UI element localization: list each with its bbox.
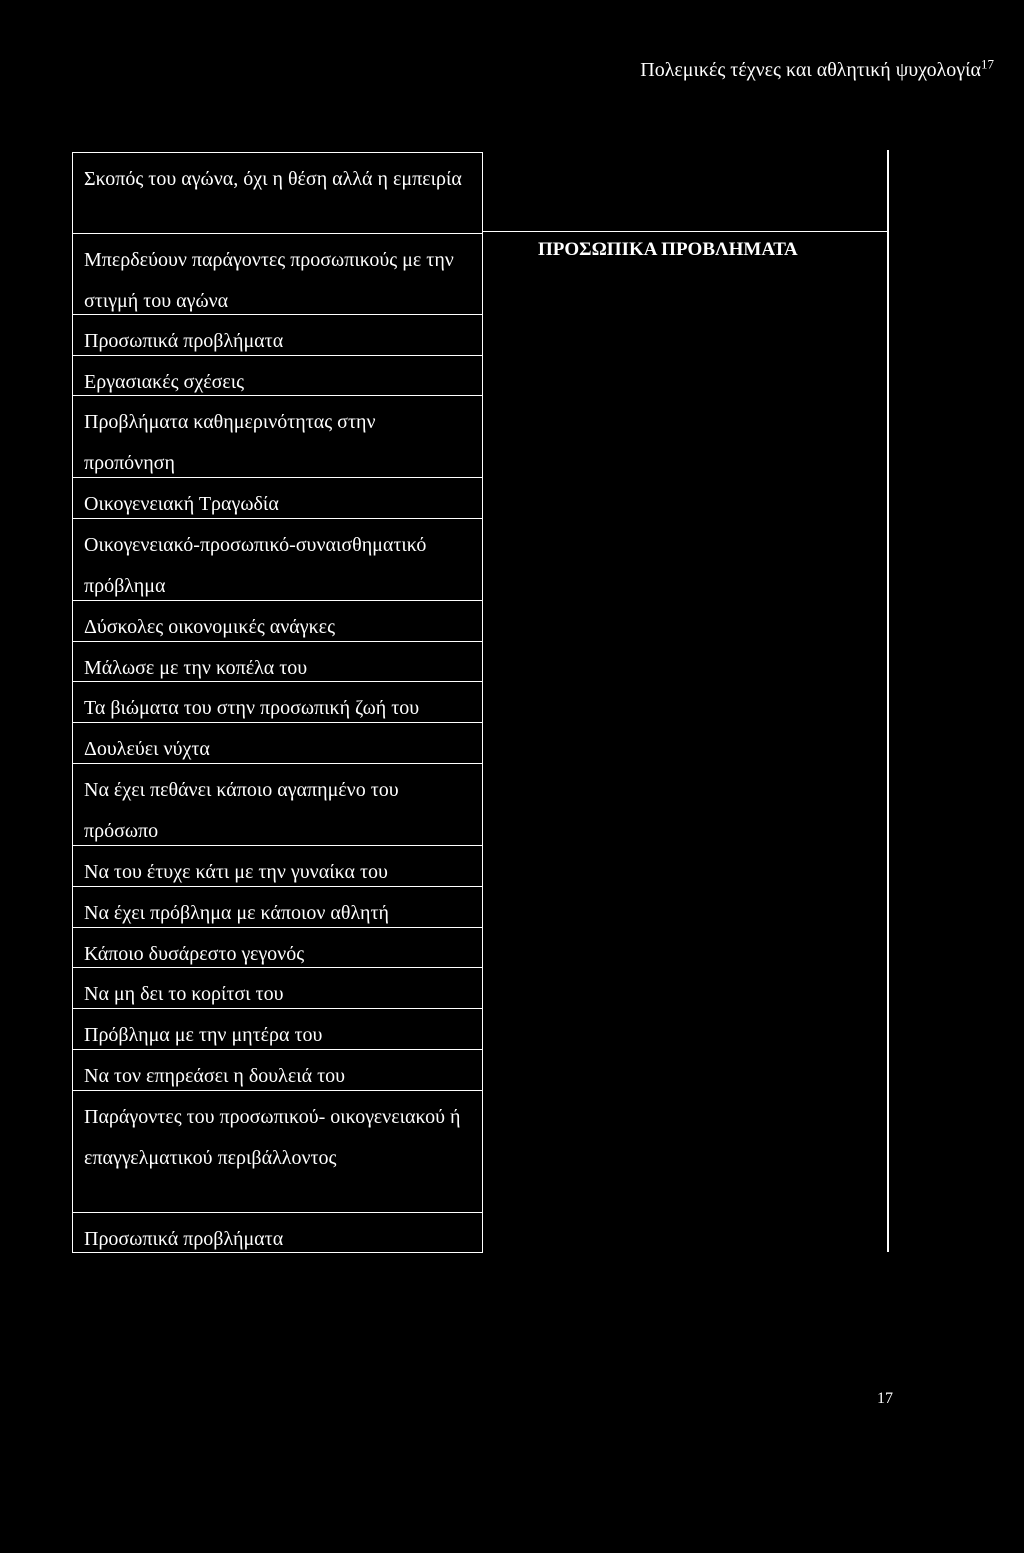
row-text: Δύσκολες οικονομικές ανάγκες	[84, 616, 335, 638]
row-text: Προβλήματα καθημερινότητας στην προπόνηση	[84, 411, 376, 474]
category-right-border	[887, 150, 889, 1252]
row-text: Οικογενειακό-προσωπικό-συναισθηματικό πρόβλημα	[84, 534, 427, 597]
table-row	[73, 846, 482, 887]
row-text: Να έχει πρόβλημα με κάποιον αθλητή	[84, 902, 389, 924]
row-text: Προσωπικά προβλήματα	[84, 1228, 284, 1250]
row-text: Πρόβλημα με την μητέρα του	[84, 1024, 323, 1046]
table-row	[73, 153, 482, 234]
row-text: Να τον επηρεάσει η δουλειά του	[84, 1065, 346, 1087]
row-text: Προσωπικά προβλήματα	[84, 330, 284, 352]
row-text: Να μη δει το κορίτσι του	[84, 983, 284, 1005]
table-row	[73, 356, 482, 396]
row-text: Τα βιώματα του στην προσωπική ζωή του	[84, 697, 420, 719]
row-text: Μάλωσε με την κοπέλα του	[84, 657, 308, 679]
table-row	[73, 396, 482, 478]
page-number: 17	[877, 1390, 893, 1407]
row-text: Δουλεύει νύχτα	[84, 738, 210, 760]
table-row	[73, 478, 482, 519]
table-row	[73, 642, 482, 682]
row-text: Κάποιο δυσάρεστο γεγονός	[84, 943, 305, 965]
footnote-mark: 17	[981, 56, 994, 72]
row-text: Παράγοντες του προσωπικού- οικογενειακού ή επαγγελματικού περιβάλλοντος	[84, 1106, 461, 1169]
category-heading: ΠΡΟΣΩΠΙΚΑ ΠΡΟΒΛΗΜΑΤΑ	[538, 239, 798, 260]
table-row	[73, 1091, 482, 1213]
table-row	[73, 315, 482, 356]
table-row	[73, 764, 482, 846]
table-row	[73, 887, 482, 928]
table-row	[73, 1009, 482, 1050]
row-text: Μπερδεύουν παράγοντες προσωπικούς με την στιγμή του αγώνα	[84, 249, 454, 312]
table-row	[73, 928, 482, 968]
row-text: Σκοπός του αγώνα, όχι η θέση αλλά η εμπειρία	[84, 168, 462, 190]
table-row	[73, 1213, 482, 1254]
table-row	[73, 1050, 482, 1091]
row-text: Οικογενειακή Τραγωδία	[84, 493, 279, 515]
row-text: Εργασιακές σχέσεις	[84, 371, 245, 393]
category-top-rule	[483, 231, 889, 232]
table-row	[73, 968, 482, 1009]
running-header	[640, 58, 994, 82]
row-text: Να του έτυχε κάτι με την γυναίκα του	[84, 861, 388, 883]
running-title: Πολεμικές τέχνες και αθλητική ψυχολογία	[640, 59, 981, 81]
table-row	[73, 601, 482, 642]
row-text: Να έχει πεθάνει κάποιο αγαπημένο του πρόσωπο	[84, 779, 399, 842]
table-row	[73, 723, 482, 764]
responses-column	[72, 152, 483, 1253]
table-row	[73, 234, 482, 315]
table-row	[73, 682, 482, 723]
table-row	[73, 519, 482, 601]
